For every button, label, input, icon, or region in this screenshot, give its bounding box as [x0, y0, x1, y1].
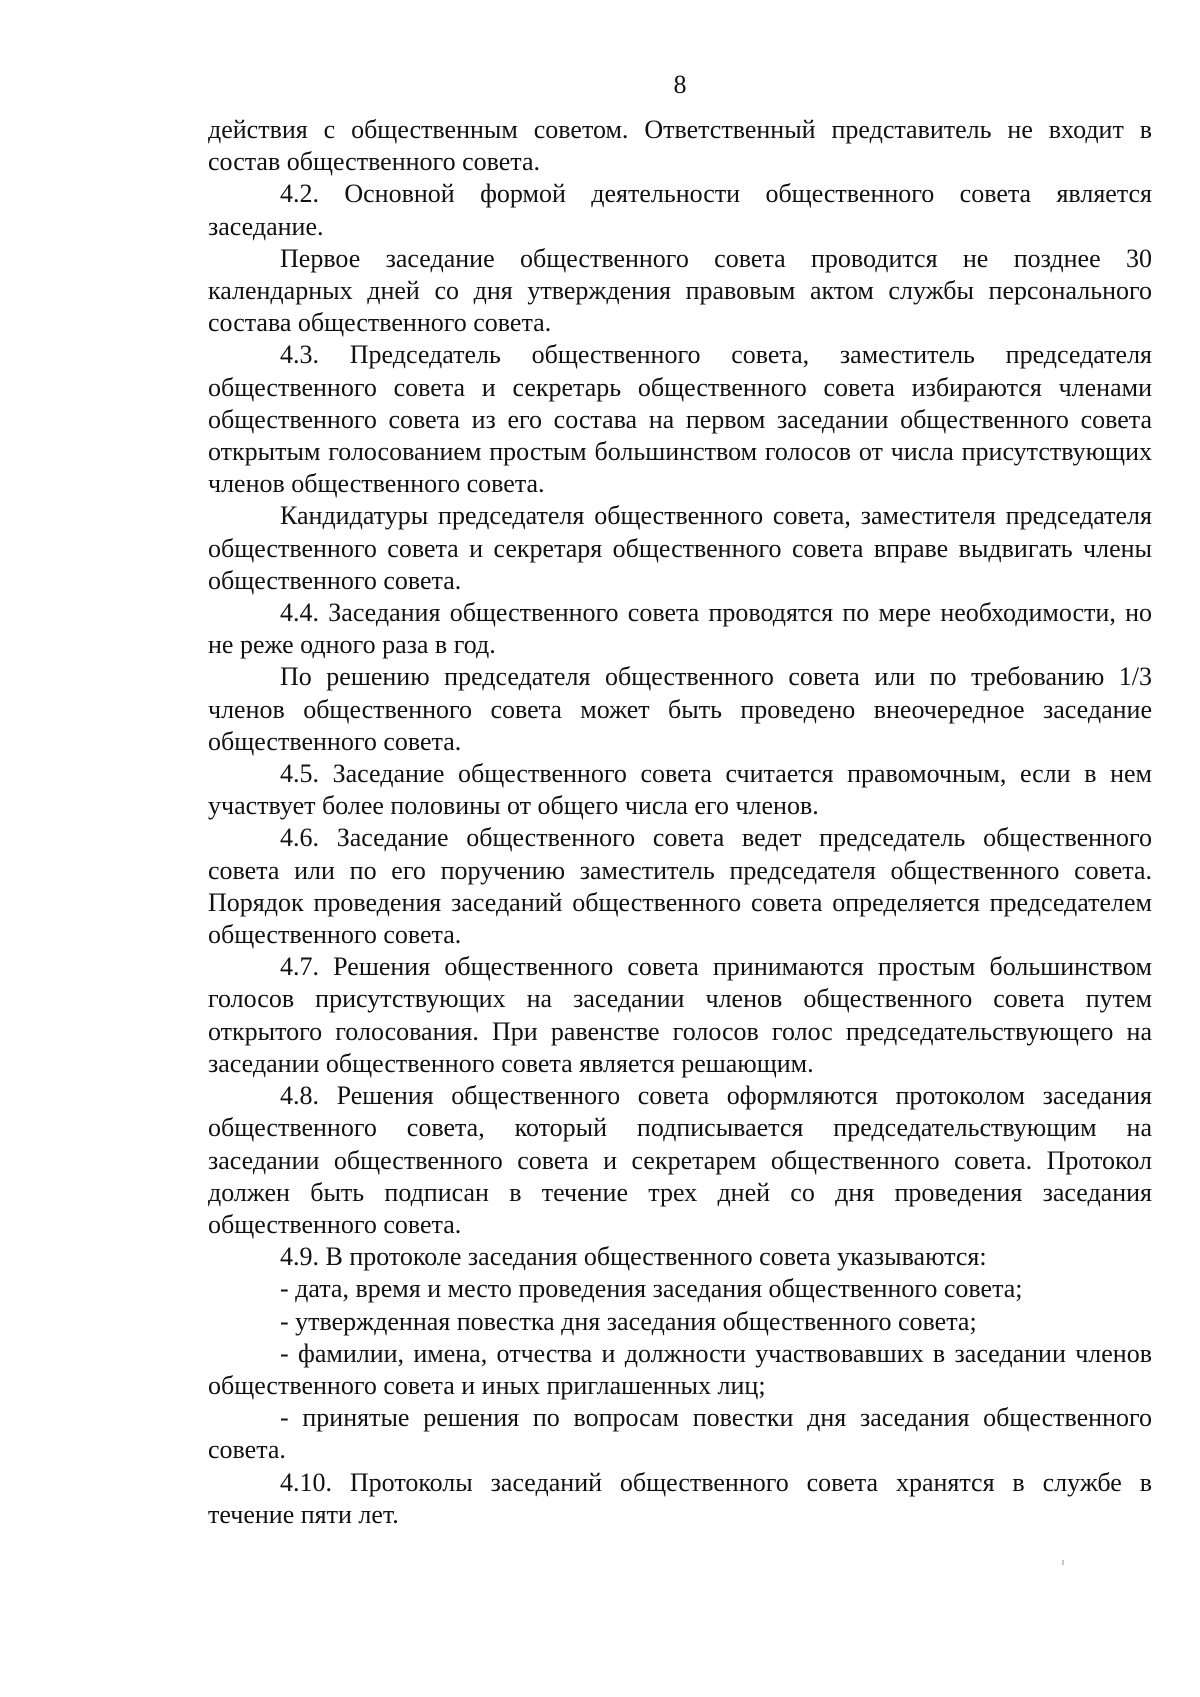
paragraph-candidates: Кандидатуры председателя общественного совета, заместителя председателя общественного совета и секретаря общественного совета вправе выдвигать члены общественного совета. [208, 501, 1152, 595]
paragraph-4-3: 4.3. Председатель общественного совета, заместитель председателя общественного совета и секретарь общественного совета избираются членами общественного совета из его состава на первом заседании общественного совета открытым голосованием простым большинством голосов от числа присутствующих членов общественного совета. [208, 340, 1152, 499]
page-number: 8 [673, 70, 687, 99]
scan-speck [1062, 1560, 1064, 1565]
paragraph-continuation: действия с общественным советом. Ответственный представитель не входит в состав общественного совета. [208, 115, 1152, 177]
list-item: - утвержденная повестка дня заседания общественного совета; [280, 1306, 977, 1336]
paragraph-extraordinary-meeting: По решению председателя общественного совета или по требованию 1/3 членов общественного совета может быть проведено внеочередное заседание общественного совета. [208, 662, 1152, 756]
paragraph-4-2: 4.2. Основной формой деятельности общественного совета является заседание. [208, 179, 1152, 241]
paragraph-4-7: 4.7. Решения общественного совета принимаются простым большинством голосов присутствующих на заседании членов общественного совета путем открытого голосования. При равенстве голосов голос председательствующего на заседании общественного совета является решающим. [208, 952, 1152, 1078]
paragraph-4-10: 4.10. Протоколы заседаний общественного совета хранятся в службе в течение пяти лет. [208, 1467, 1152, 1529]
paragraph-4-6: 4.6. Заседание общественного совета ведет председатель общественного совета или по его поручению заместитель председателя общественного совета. Порядок проведения заседаний общественного совета определяется председателем общественного совета. [208, 823, 1152, 950]
list-item: - дата, время и место проведения заседания общественного совета; [280, 1274, 1023, 1304]
paragraph-4-4: 4.4. Заседания общественного совета проводятся по мере необходимости, но не реже одного раза в год. [208, 598, 1152, 660]
list-item: - принятые решения по вопросам повестки дня заседания общественного совета. [208, 1403, 1152, 1465]
list-item: - фамилии, имена, отчества и должности участвовавших в заседании членов общественного совета и иных приглашенных лиц; [208, 1338, 1152, 1400]
paragraph-4-8: 4.8. Решения общественного совета оформляются протоколом заседания общественного совета, который подписывается председательствующим на заседании общественного совета и секретарем общественного совета. Протокол должен быть подписан в течение трех дней со дня проведения заседания общественного совета. [208, 1081, 1152, 1239]
paragraph-4-9: 4.9. В протоколе заседания общественного совета указываются: [280, 1242, 987, 1272]
paragraph-first-meeting: Первое заседание общественного совета проводится не позднее 30 календарных дней со дня утверждения правовым актом службы персонального состава общественного совета. [208, 243, 1152, 338]
document-body [208, 114, 1152, 1531]
paragraph-4-5: 4.5. Заседание общественного совета считается правомочным, если в нем участвует более половины от общего числа его членов. [208, 759, 1152, 821]
